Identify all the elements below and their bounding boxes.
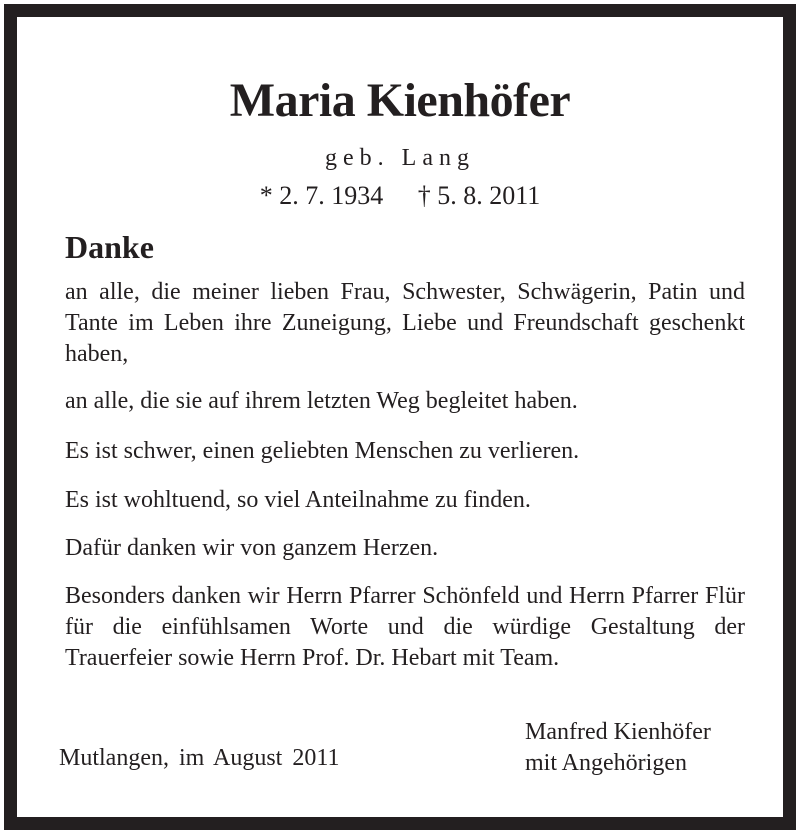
place-and-date: Mutlangen, im August 2011 bbox=[59, 745, 340, 771]
thanks-heading: Danke bbox=[65, 229, 154, 265]
paragraph: Es ist wohltuend, so viel Anteilnahme zu finden. bbox=[65, 487, 531, 513]
birth-date: * 2. 7. 1934 bbox=[259, 181, 384, 210]
signature bbox=[525, 717, 711, 779]
paragraph: an alle, die meiner lieben Frau, Schwester, Schwägerin, Patin und Tante im Leben ihre Zuneigung, Liebe und Freundschaft geschenkt haben, bbox=[65, 279, 745, 367]
paragraph: Besonders danken wir Herrn Pfarrer Schönfeld und Herrn Pfarrer Flür für die einfühlsamen Worte und die würdige Gestaltung der Trauerfeier sowie Herrn Prof. Dr. Hebart mit Team. bbox=[65, 583, 745, 671]
death-date: † 5. 8. 2011 bbox=[417, 181, 541, 210]
paragraph: Es ist schwer, einen geliebten Menschen zu verlieren. bbox=[65, 438, 580, 464]
signature-relatives: mit Angehörigen bbox=[525, 750, 687, 776]
maiden-name: geb. Lang bbox=[325, 145, 475, 171]
life-dates bbox=[17, 181, 783, 211]
paragraph: an alle, die sie auf ihrem letzten Weg begleitet haben. bbox=[65, 388, 578, 414]
deceased-name: Maria Kienhöfer bbox=[229, 74, 571, 127]
obituary-notice bbox=[4, 4, 796, 830]
paragraph: Dafür danken wir von ganzem Herzen. bbox=[65, 535, 439, 561]
signature-name: Manfred Kienhöfer bbox=[525, 719, 711, 745]
